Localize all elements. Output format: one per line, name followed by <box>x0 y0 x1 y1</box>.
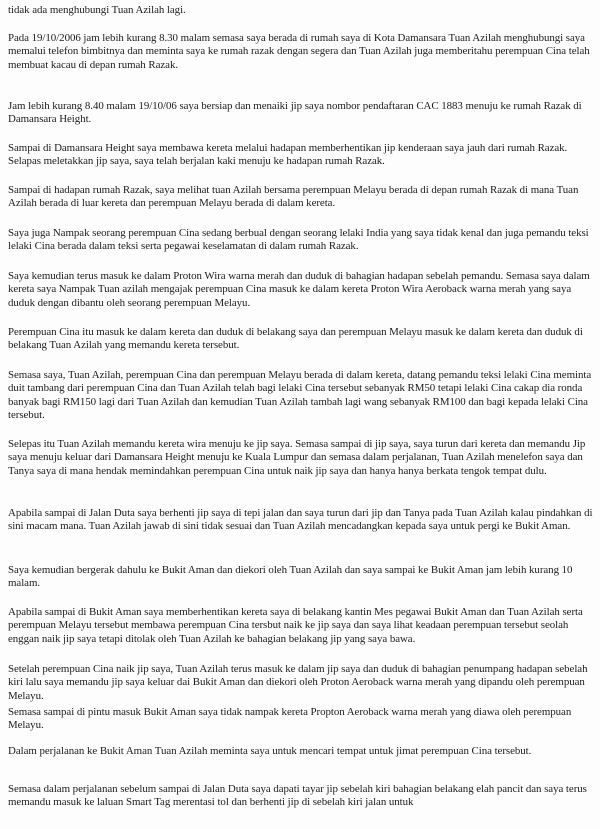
paragraph-opening-fragment: tidak ada menghubungi Tuan Azilah lagi. <box>8 4 186 16</box>
paragraph-journey-2: Semasa dalam perjalanan sebelum sampai di Jalan Duta saya dapati tayar jip sebelah kiri bahagian belakang elah pancit dan saya terus memandu masuk ke laluan Smart Tag merentasi tol dan berhenti jip di sebelah kiri jalan untuk <box>8 783 587 809</box>
paragraph-entrance: Semasa sampai di pintu masuk Bukit Aman saya tidak nampak kereta Propton Aeroback warna merah yang diawa oleh perempuan Melayu. <box>8 706 572 732</box>
paragraph-at-bukit-aman: Apabila sampai di Bukit Aman saya memberhentikan kereta saya di belakang kantin Mes pegawai Bukit Aman dan Tuan Azilah serta perempuan Melayu tersebut membawa perempuan Cina tersbut naik ke jip saya dan saya lihat keadaan perempuan tersebut seolah enggan naik jip saya tetapi ditolak oleh Tuan Azilah ke bahagian belakang jip yang saya bawa. <box>8 606 583 645</box>
paragraph-departure: Jam lebih kurang 8.40 malam 19/10/06 saya bersiap dan menaiki jip saya nombor pendaftaran CAC 1883 menuju ke rumah Razak di Damansara Height. <box>8 100 582 126</box>
paragraph-phone-call: Pada 19/10/2006 jam lebih kurang 8.30 malam semasa saya berada di rumah saya di Kota Damansara Tuan Azilah menghubungi saya memalui telefon bimbitnya dan meminta saya ke rumah razak dengan segera dan Tuan Azilah juga memberitahu perempuan Cina telah membuat kacau di depan rumah Razak. <box>8 32 590 71</box>
paragraph-journey-1: Dalam perjalanan ke Bukit Aman Tuan Azilah meminta saya untuk mencari tempat untuk jimat perempuan Cina tersebut. <box>8 745 532 757</box>
paragraph-taxi-fare: Semasa saya, Tuan Azilah, perempuan Cina dan perempuan Melayu berada di dalam kereta, datang pemandu teksi lelaki Cina meminta duit tambang dari perempuan Cina dan Tuan Azilah telah bagi lelaki Cina tersebut sebanyak RM50 tetapi lelaki Cina cakap dia ronda banyak bagi RM150 lagi dari Tuan Azilah dan kemudian Tuan Azilah tambah lagi wang sebanyak RM100 dan bagi kepada lelaki Cina tersebut. <box>8 369 592 422</box>
paragraph-jalan-duta: Apabila sampai di Jalan Duta saya berhenti jip saya di tepi jalan dan saya turun dari jip dan Tanya pada Tuan Azilah kalau pindahkan di sini macam mana. Tuan Azilah jawab di sini tidak sesuai dan Tuan Azilah mencadangkan kepada saya untuk pergi ke Bukit Aman. <box>8 507 593 533</box>
paragraph-seating: Perempuan Cina itu masuk ke dalam kereta dan duduk di belakang saya dan perempuan Melayu masuk ke dalam kereta dan duduk di belakang Tuan Azilah yang memandu kereta tersebut. <box>8 326 583 352</box>
paragraph-witnesses: Saya juga Nampak seorang perempuan Cina sedang berbual dengan seorang lelaki India yang saya tidak kenal dan juga pemandu teksi lelaki Cina berada dalam teksi serta pegawai keselamatan di dalam rumah Razak. <box>8 227 589 253</box>
paragraph-arrival: Sampai di Damansara Height saya membawa kereta melalui hadapan memberhentikan jip kenderaan saya jauh dari rumah Razak. Selapas meletakkan jip saya, saya telah berjalan kaki menuju ke hadapan rumah Razak. <box>8 142 568 168</box>
paragraph-to-jeep: Selepas itu Tuan Azilah memandu kereta wira menuju ke jip saya. Semasa sampai di jip saya, saya turun dari kereta dan memandu Jip saya menuju keluar dari Damansara Height menuju ke Kuala Lumpur dan semasa dalam perjalanan, Tuan Azilah menelefon saya dan Tanya saya di mana hendak memindahkan perempuan Cina untuk naik jip saya dan hanya hanya berkata tengok tempat dulu. <box>8 438 586 477</box>
paragraph-leaving: Setelah perempuan Cina naik jip saya, Tuan Azilah terus masuk ke dalam jip saya dan duduk di bahagian penumpang hadapan sebelah kiri lalu saya memandu jip saya keluar dai Bukit Aman dan diekori oleh Proton Aeroback warna merah yang dipandu oleh perempuan Melayu. <box>8 663 588 702</box>
paragraph-proton-wira: Saya kemudian terus masuk ke dalam Proton Wira warna merah dan duduk di bahagian hadapan sebelah pemandu. Semasa saya dalam kereta saya Nampak Tuan azilah mengajak perempuan Cina masuk ke dalam kereta Proton Wira Aeroback warna merah yang saya duduk dengan dibantu oleh seorang perempuan Melayu. <box>8 270 590 309</box>
paragraph-to-bukit-aman: Saya kemudian bergerak dahulu ke Bukit Aman dan diekori oleh Tuan Azilah dan saya sampai ke Bukit Aman jam lebih kurang 10 malam. <box>8 564 573 590</box>
paragraph-front-of-house: Sampai di hadapan rumah Razak, saya melihat tuan Azilah bersama perempuan Melayu berada di depan rumah Razak di mana Tuan Azilah berada di luar kereta dan perempuan Melayu berada di dalam kereta. <box>8 184 579 210</box>
